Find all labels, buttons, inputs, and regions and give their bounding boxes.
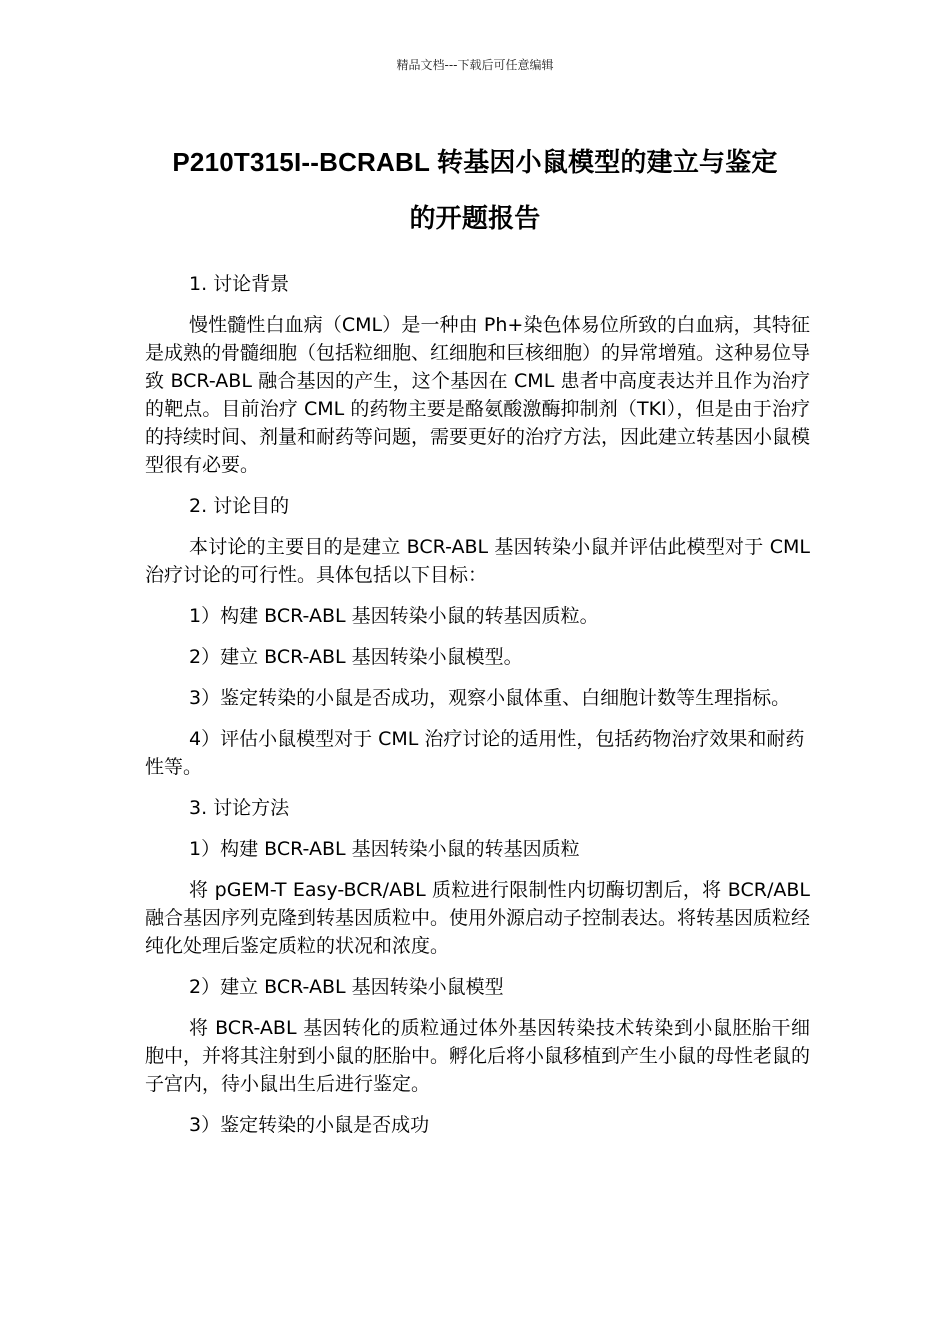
methods-subheading-3: 3）鉴定转染的小鼠是否成功	[189, 1114, 430, 1136]
header-note: 精品文档---下载后可任意编辑	[396, 58, 554, 72]
title-line-2: 的开题报告	[409, 203, 541, 233]
methods-subheading-2: 2）建立 BCR-ABL 基因转染小鼠模型	[189, 976, 504, 998]
document-body	[145, 270, 810, 1152]
title-line-1: P210T315I--BCRABL 转基因小鼠模型的建立与鉴定	[172, 147, 778, 177]
purpose-item-3: 3）鉴定转染的小鼠是否成功，观察小鼠体重、白细胞计数等生理指标。	[189, 687, 791, 709]
purpose-item-4: 4）评估小鼠模型对于 CML 治疗讨论的适用性，包括药物治疗效果和耐药性等。	[145, 728, 805, 778]
section-heading-methods: 3. 讨论方法	[189, 797, 290, 819]
section-heading-purpose: 2. 讨论目的	[189, 495, 290, 517]
section-heading-background: 1. 讨论背景	[189, 273, 290, 295]
methods-subheading-1: 1）构建 BCR-ABL 基因转染小鼠的转基因质粒	[189, 838, 580, 860]
document-title	[120, 134, 830, 246]
purpose-item-2: 2）建立 BCR-ABL 基因转染小鼠模型。	[189, 646, 523, 668]
purpose-item-1: 1）构建 BCR-ABL 基因转染小鼠的转基因质粒。	[189, 605, 599, 627]
background-paragraph: 慢性髓性白血病（CML）是一种由 Ph+染色体易位所致的白血病，其特征是成熟的骨髓细胞（包括粒细胞、红细胞和巨核细胞）的异常增殖。这种易位导致 BCR-ABL 融合基因的产生，这个基因在 CML 患者中高度表达并且作为治疗的靶点。目前治疗 CML 的药物主要是酪氨酸激酶抑制剂（TKI），但是由于治疗的持续时间、剂量和耐药等问题，需要更好的治疗方法，因此建立转基因小鼠模型很有必要。	[145, 314, 811, 476]
methods-paragraph-2: 将 BCR-ABL 基因转化的质粒通过体外基因转染技术转染到小鼠胚胎干细胞中，并将其注射到小鼠的胚胎中。孵化后将小鼠移植到产生小鼠的母性老鼠的子宫内，待小鼠出生后进行鉴定。	[145, 1017, 811, 1095]
methods-paragraph-1: 将 pGEM-T Easy-BCR/ABL 质粒进行限制性内切酶切割后，将 BCR/ABL 融合基因序列克隆到转基因质粒中。使用外源启动子控制表达。将转基因质粒经纯化处理后鉴定质粒的状况和浓度。	[145, 879, 811, 957]
purpose-paragraph: 本讨论的主要目的是建立 BCR-ABL 基因转染小鼠并评估此模型对于 CML 治疗讨论的可行性。具体包括以下目标：	[145, 536, 810, 586]
